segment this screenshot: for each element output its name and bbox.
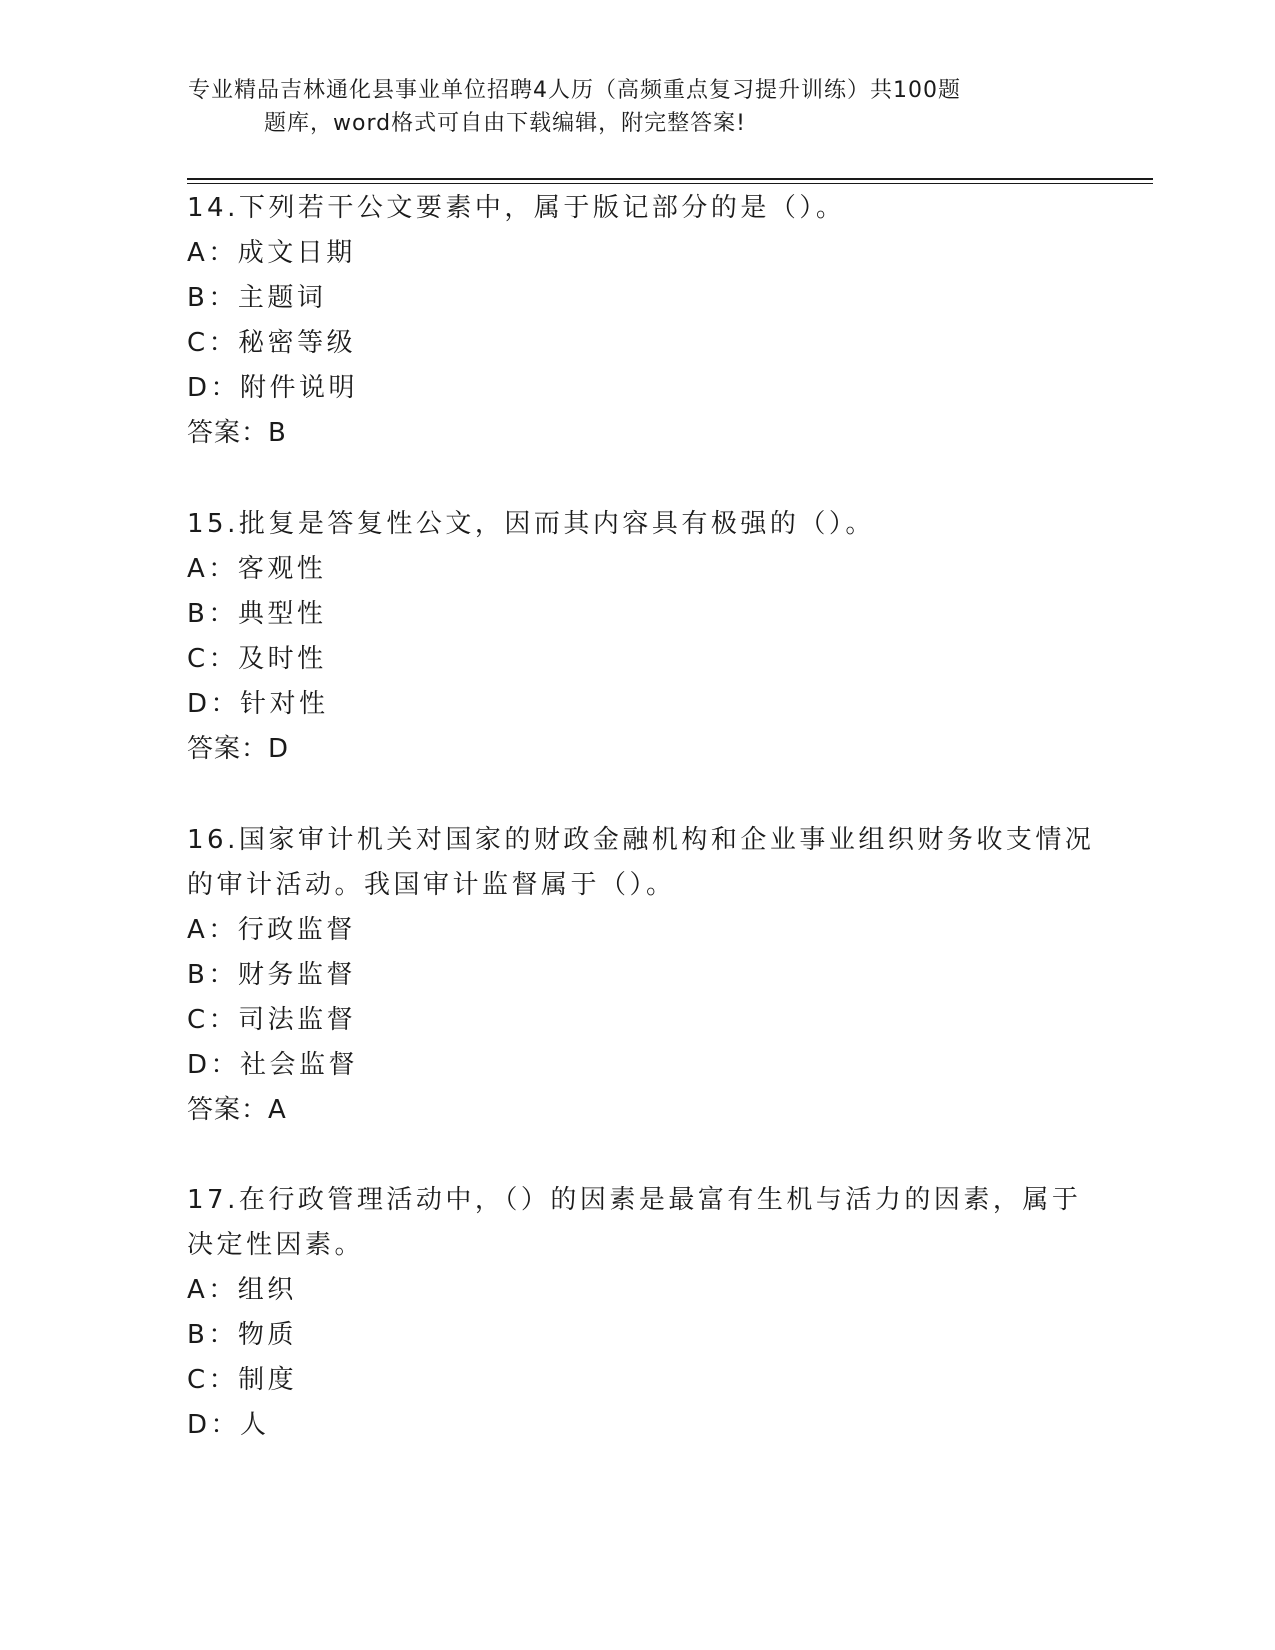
option-a: A：成文日期 xyxy=(187,238,356,268)
question-stem: 15.批复是答复性公文，因而其内容具有极强的（）。 xyxy=(187,509,875,539)
question-stem-line-1: 17.在行政管理活动中，（）的因素是最富有生机与活力的因素，属于 xyxy=(187,1185,1082,1215)
header-title-line-1: 专业精品吉林通化县事业单位招聘4人历（高频重点复习提升训练）共100题 xyxy=(188,78,961,103)
header-title-line-2: 题库，word格式可自由下载编辑，附完整答案! xyxy=(264,111,746,136)
question-stem-line-2: 的审计活动。我国审计监督属于（）。 xyxy=(187,870,676,900)
question-stem: 14.下列若干公文要素中，属于版记部分的是（）。 xyxy=(187,193,846,223)
option-d: D：附件说明 xyxy=(187,373,359,403)
document-header xyxy=(188,74,1068,140)
option-d: D：社会监督 xyxy=(187,1050,359,1080)
option-c: C：及时性 xyxy=(187,644,327,674)
option-d: D：人 xyxy=(187,1410,270,1440)
answer: 答案：D xyxy=(187,734,290,764)
question-17 xyxy=(187,1178,1087,1448)
option-b: B：物质 xyxy=(187,1320,297,1350)
header-divider-thin xyxy=(187,183,1153,184)
question-stem-line-1: 16.国家审计机关对国家的财政金融机构和企业事业组织财务收支情况 xyxy=(187,825,1095,855)
option-c: C：制度 xyxy=(187,1365,298,1395)
answer: 答案：B xyxy=(187,418,287,448)
option-d: D：针对性 xyxy=(187,689,329,719)
question-16 xyxy=(187,818,1095,1133)
question-15 xyxy=(187,502,1087,772)
option-b: B：典型性 xyxy=(187,599,327,629)
option-b: B：财务监督 xyxy=(187,960,356,990)
header-divider-thick xyxy=(187,178,1153,180)
option-c: C：司法监督 xyxy=(187,1005,357,1035)
option-b: B：主题词 xyxy=(187,283,327,313)
option-a: A：组织 xyxy=(187,1275,297,1305)
option-a: A：客观性 xyxy=(187,554,327,584)
option-c: C：秘密等级 xyxy=(187,328,357,358)
option-a: A：行政监督 xyxy=(187,915,356,945)
answer: 答案：A xyxy=(187,1095,287,1125)
question-stem-line-2: 决定性因素。 xyxy=(187,1230,365,1260)
question-14 xyxy=(187,186,1087,456)
